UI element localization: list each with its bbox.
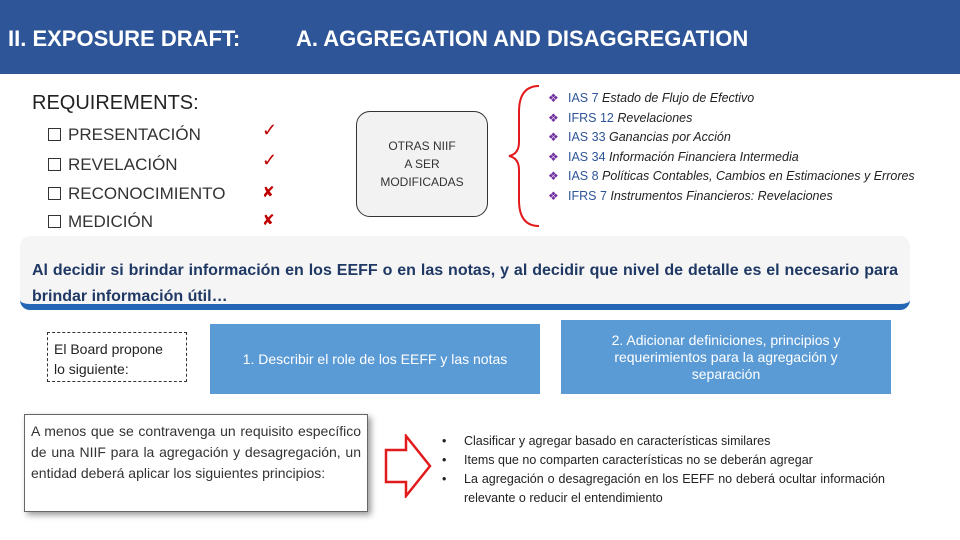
standard-text: Revelaciones	[613, 110, 693, 125]
otras-line: OTRAS NIIF	[388, 139, 456, 153]
standard-code: IAS 7	[568, 91, 599, 105]
requirement-label: PRESENTACIÓN	[68, 125, 201, 144]
list-item	[440, 432, 885, 451]
diamond-bullet-icon: ❖	[548, 130, 559, 144]
proposal-text: 2. Adicionar definiciones, principios y requerimientos para la agregación y separación	[611, 331, 841, 382]
section-title: II. EXPOSURE DRAFT:	[8, 26, 241, 51]
requirement-item-reconocimiento	[48, 184, 225, 204]
decision-banner	[20, 236, 910, 310]
principles-list	[440, 432, 885, 508]
requirement-item-presentacion	[48, 125, 201, 145]
checkbox-square-icon	[48, 158, 61, 171]
principle-box: A menos que se contravenga un requisito específico de una NIIF para la agregación y desagregación, un entidad deberá aplicar los siguientes principios:	[24, 414, 368, 512]
standard-code: IFRS 7	[568, 188, 607, 203]
board-line: El Board propone	[54, 341, 163, 357]
standard-code: IAS 8	[568, 169, 599, 183]
standard-item	[548, 167, 928, 187]
standard-item	[548, 148, 928, 168]
standard-code: IFRS 12	[568, 110, 614, 125]
otras-niif-box	[356, 111, 488, 217]
diamond-bullet-icon: ❖	[548, 169, 559, 183]
red-bracket-icon	[505, 82, 545, 230]
proposal-text: 1. Describir el role de los EEFF y las notas	[242, 351, 508, 367]
requirements-title: REQUIREMENTS:	[32, 92, 199, 114]
diamond-bullet-icon: ❖	[548, 188, 559, 203]
standard-text: Instrumentos Financieros: Revelaciones	[606, 188, 833, 203]
cross-mark-icon: ✘	[262, 184, 275, 201]
checkbox-square-icon	[48, 187, 61, 200]
diamond-bullet-icon: ❖	[548, 149, 559, 164]
cross-mark-icon: ✘	[262, 212, 275, 229]
checkbox-square-icon	[48, 128, 61, 141]
requirement-item-revelacion	[48, 155, 178, 175]
requirement-label: REVELACIÓN	[68, 155, 178, 174]
standard-text: Información Financiera Intermedia	[605, 149, 799, 164]
check-mark-icon: ✓	[262, 120, 278, 140]
requirement-label: MEDICIÓN	[68, 212, 153, 231]
standard-text: Políticas Contables, Cambios en Estimaciones y Errores	[598, 169, 915, 183]
list-item	[440, 470, 885, 508]
standard-item	[548, 89, 928, 109]
board-proposal-label	[47, 332, 187, 382]
standard-item	[548, 187, 928, 207]
right-arrow-icon	[384, 434, 432, 498]
list-item-text: Clasificar y agregar basado en características similares	[464, 434, 771, 448]
list-item-text: Items que no comparten características no se deberán agregar	[464, 453, 813, 467]
bullet-dot-icon: •	[442, 453, 447, 467]
standards-list	[548, 89, 928, 206]
standard-text: Estado de Flujo de Efectivo	[598, 91, 755, 105]
standard-code: IAS 33	[568, 130, 606, 144]
standard-item	[548, 109, 928, 129]
list-item	[440, 451, 885, 470]
standard-item	[548, 128, 928, 148]
bullet-dot-icon: •	[442, 472, 447, 486]
requirement-item-medicion	[48, 212, 153, 232]
otras-line: A SER	[404, 157, 440, 171]
requirement-label: RECONOCIMIENTO	[68, 184, 226, 203]
otras-line: MODIFICADAS	[380, 175, 464, 189]
standard-code: IAS 34	[568, 149, 606, 164]
bullet-dot-icon: •	[442, 434, 447, 448]
diamond-bullet-icon: ❖	[548, 91, 559, 105]
check-mark-icon: ✓	[262, 150, 278, 170]
diamond-bullet-icon: ❖	[548, 110, 559, 125]
topic-title: A. AGGREGATION AND DISAGGREGATION	[296, 26, 749, 51]
checkbox-square-icon	[48, 215, 61, 228]
header-bar	[0, 0, 960, 74]
banner-text: Al decidir si brindar información en los EEFF o en las notas, y al decidir que nivel de detalle es el necesario para brindar información útil…	[32, 262, 898, 305]
proposal-box-1	[210, 324, 540, 394]
proposal-box-2	[561, 320, 891, 394]
board-line: lo siguiente:	[54, 361, 129, 377]
list-item-text: La agregación o desagregación en los EEFF no deberá ocultar información relevante o reducir el entendimiento	[464, 472, 885, 505]
standard-text: Ganancias por Acción	[605, 130, 731, 144]
